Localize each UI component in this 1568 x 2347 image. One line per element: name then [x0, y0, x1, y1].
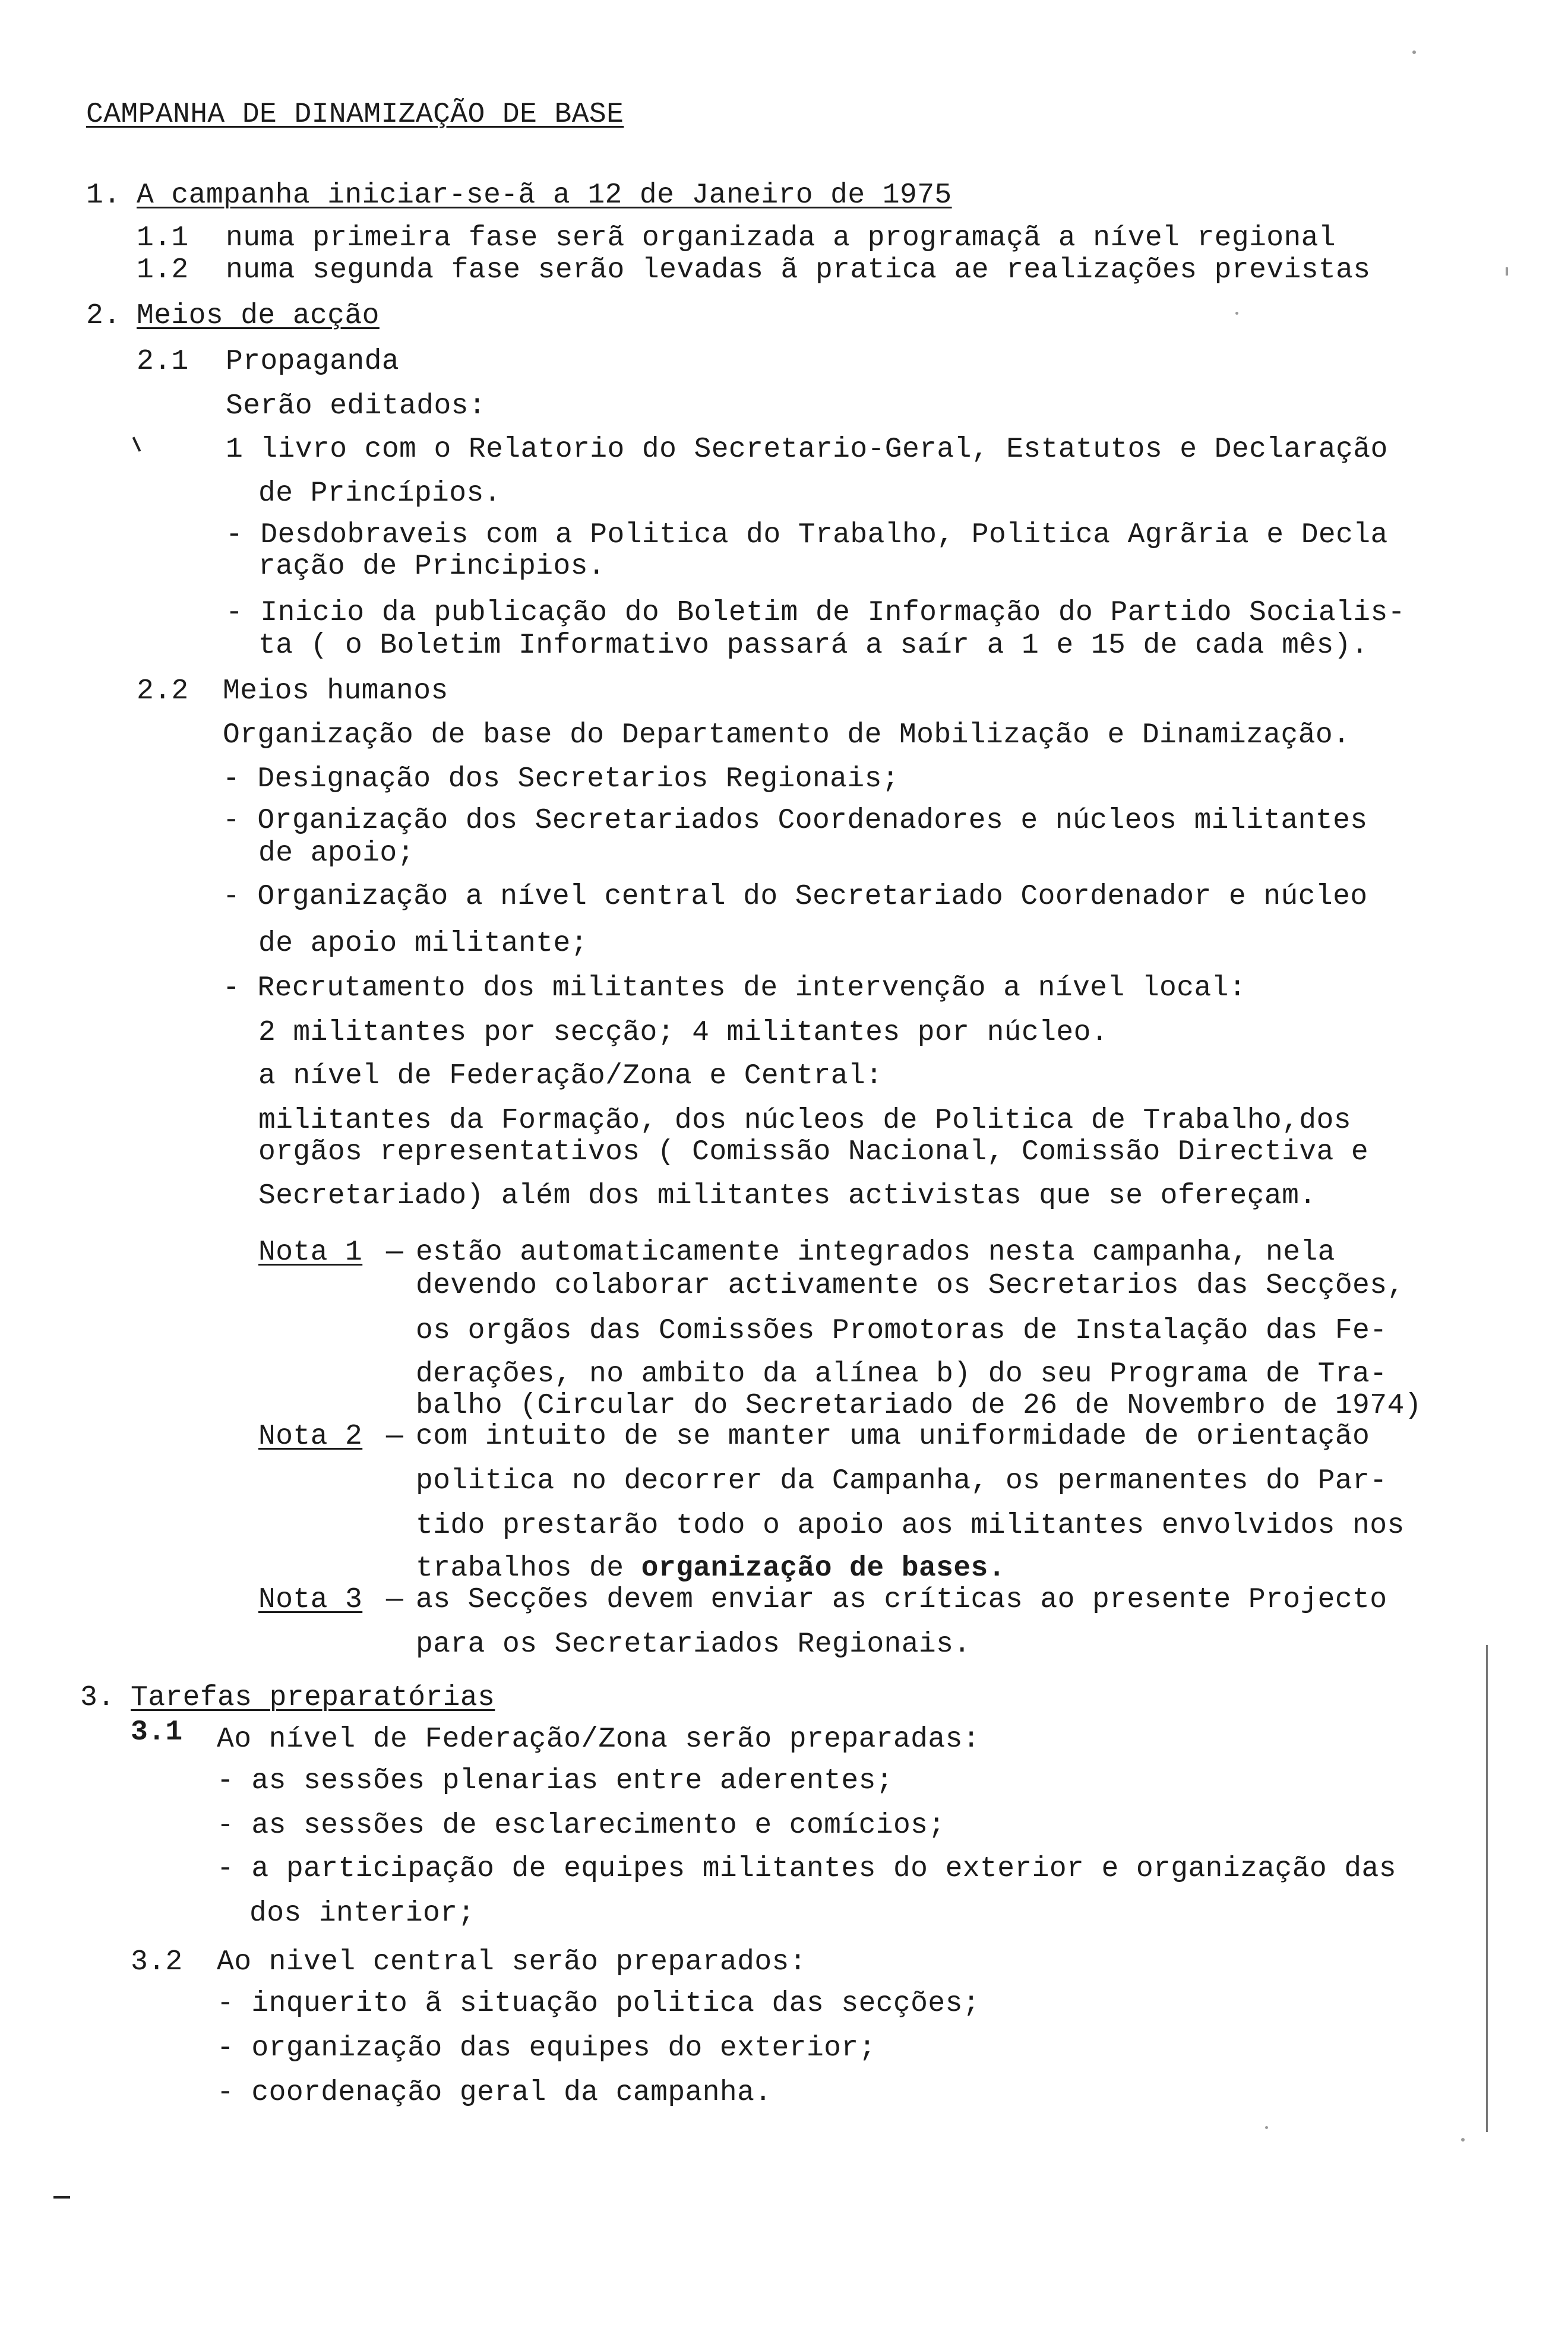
- human-item-2-line-1: - Organização dos Secretariados Coordenadores e núcleos militantes: [223, 805, 1368, 837]
- note-1-dash: —: [386, 1236, 404, 1269]
- scan-speck: [1506, 267, 1508, 276]
- note-2-dash: —: [386, 1421, 404, 1453]
- human-item-4-line-2: 2 militantes por secção; 4 militantes por núcleo.: [258, 1017, 1109, 1049]
- federation-item-3-line-1: - a participação de equipes militantes do exterior e organização das: [217, 1853, 1396, 1885]
- item-1-1-text: numa primeira fase serã organizada a programaçã a nível regional: [226, 222, 1336, 254]
- propaganda-item-3-line-1: - Inicio da publicação do Boletim de Informação do Partido Socialis-: [226, 597, 1405, 629]
- item-2-2-intro: Organização de base do Departamento de Mobilização e Dinamização.: [223, 719, 1351, 751]
- human-item-4-line-3: a nível de Federação/Zona e Central:: [258, 1060, 883, 1092]
- propaganda-item-2-line-1: - Desdobraveis com a Politica do Trabalho, Politica Agrãria e Decla: [226, 519, 1388, 551]
- central-item-2: - organização das equipes do exterior;: [217, 2032, 876, 2064]
- section-2-heading: Meios de acção: [137, 300, 380, 332]
- human-item-4-line-4: militantes da Formação, dos núcleos de Politica de Trabalho,dos: [258, 1105, 1351, 1137]
- central-item-3: - coordenação geral da campanha.: [217, 2077, 772, 2109]
- human-item-4-line-5: orgãos representativos ( Comissão Nacional, Comissão Directiva e: [258, 1136, 1369, 1168]
- item-1-1-number: 1.1: [137, 222, 189, 254]
- item-3-1-number: 3.1: [131, 1716, 183, 1748]
- note-2-line-3: tido prestarão todo o apoio aos militantes envolvidos nos: [416, 1510, 1405, 1542]
- note-3-line-2: para os Secretariados Regionais.: [416, 1628, 971, 1660]
- federation-item-1: - as sessões plenarias entre aderentes;: [217, 1765, 893, 1797]
- scan-speck: [1461, 2138, 1465, 2142]
- item-2-2-number: 2.2: [137, 675, 189, 707]
- item-2-1-title: Propaganda: [226, 346, 400, 378]
- note-2-label: Nota 2: [258, 1421, 363, 1453]
- note-3-dash: —: [386, 1584, 404, 1616]
- note-1-label: Nota 1: [258, 1236, 363, 1269]
- propaganda-item-2-line-2: ração de Principios.: [258, 551, 606, 583]
- item-2-1-intro: Serão editados:: [226, 390, 486, 422]
- note-1-line-2: devendo colaborar activamente os Secretarios das Secções,: [416, 1270, 1405, 1302]
- section-3-number: 3.: [80, 1682, 115, 1714]
- human-item-3-line-2: de apoio militante;: [258, 928, 588, 960]
- item-2-1-number: 2.1: [137, 346, 189, 378]
- note-2-line-4-bold: organização de bases.: [641, 1552, 1006, 1584]
- note-2-line-4-text: trabalhos de: [416, 1552, 641, 1584]
- left-margin-dash: [53, 2196, 70, 2199]
- human-item-2-line-2: de apoio;: [258, 837, 415, 869]
- document-title: [86, 97, 624, 132]
- item-1-2-number: 1.2: [137, 254, 189, 286]
- right-margin-line: [1486, 1645, 1488, 2132]
- note-2-line-4: [416, 1551, 1006, 1586]
- note-1-line-4: derações, no ambito da alínea b) do seu Programa de Tra-: [416, 1358, 1387, 1390]
- section-1-heading: A campanha iniciar-se-ã a 12 de Janeiro de 1975: [137, 179, 952, 211]
- human-item-4-line-1: - Recrutamento dos militantes de intervenção a nível local:: [223, 972, 1247, 1004]
- propaganda-item-1-line-1: 1 livro com o Relatorio do Secretario-Geral, Estatutos e Declaração: [226, 434, 1388, 466]
- section-2-number: 2.: [86, 300, 121, 332]
- section-1-number: 1.: [86, 179, 121, 211]
- item-2-2-title: Meios humanos: [223, 675, 448, 707]
- propaganda-item-3-line-2: ta ( o Boletim Informativo passará a saír a 1 e 15 de cada mês).: [258, 630, 1369, 662]
- human-item-3-line-1: - Organização a nível central do Secretariado Coordenador e núcleo: [223, 881, 1368, 913]
- propaganda-item-1-line-2: de Princípios.: [258, 477, 501, 510]
- note-2-line-1: com intuito de se manter uma uniformidade de orientação: [416, 1421, 1370, 1453]
- note-2-line-2: politica no decorrer da Campanha, os permanentes do Par-: [416, 1465, 1387, 1497]
- note-3-label: Nota 3: [258, 1584, 363, 1616]
- scan-speck: [1412, 50, 1416, 54]
- note-3-line-1: as Secções devem enviar as críticas ao presente Projecto: [416, 1584, 1387, 1616]
- note-1-line-1: estão automaticamente integrados nesta campanha, nela: [416, 1236, 1335, 1269]
- note-1-line-3: os orgãos das Comissões Promotoras de Instalação das Fe-: [416, 1315, 1387, 1347]
- item-1-2-text: numa segunda fase serão levadas ã pratica ae realizações previstas: [226, 254, 1371, 286]
- note-1-line-5: balho (Circular do Secretariado de 26 de Novembro de 1974): [416, 1390, 1422, 1422]
- stray-mark: [132, 436, 141, 451]
- federation-item-3-line-2: dos interior;: [249, 1897, 475, 1930]
- central-item-1: - inquerito ã situação politica das secções;: [217, 1988, 981, 2020]
- scan-speck: [1235, 312, 1238, 315]
- section-3-heading: Tarefas preparatórias: [131, 1682, 495, 1714]
- item-3-1-title: Ao nível de Federação/Zona serão preparadas:: [217, 1723, 981, 1755]
- title-text: CAMPANHA DE DINAMIZAÇÃO DE BASE: [86, 99, 624, 131]
- item-3-2-title: Ao nivel central serão preparados:: [217, 1946, 807, 1978]
- item-3-2-number: 3.2: [131, 1946, 183, 1978]
- federation-item-2: - as sessões de esclarecimento e comícios;: [217, 1810, 946, 1842]
- scan-speck: [1265, 2126, 1268, 2129]
- human-item-1: - Designação dos Secretarios Regionais;: [223, 763, 899, 795]
- human-item-4-line-6: Secretariado) além dos militantes activistas que se ofereçam.: [258, 1180, 1317, 1212]
